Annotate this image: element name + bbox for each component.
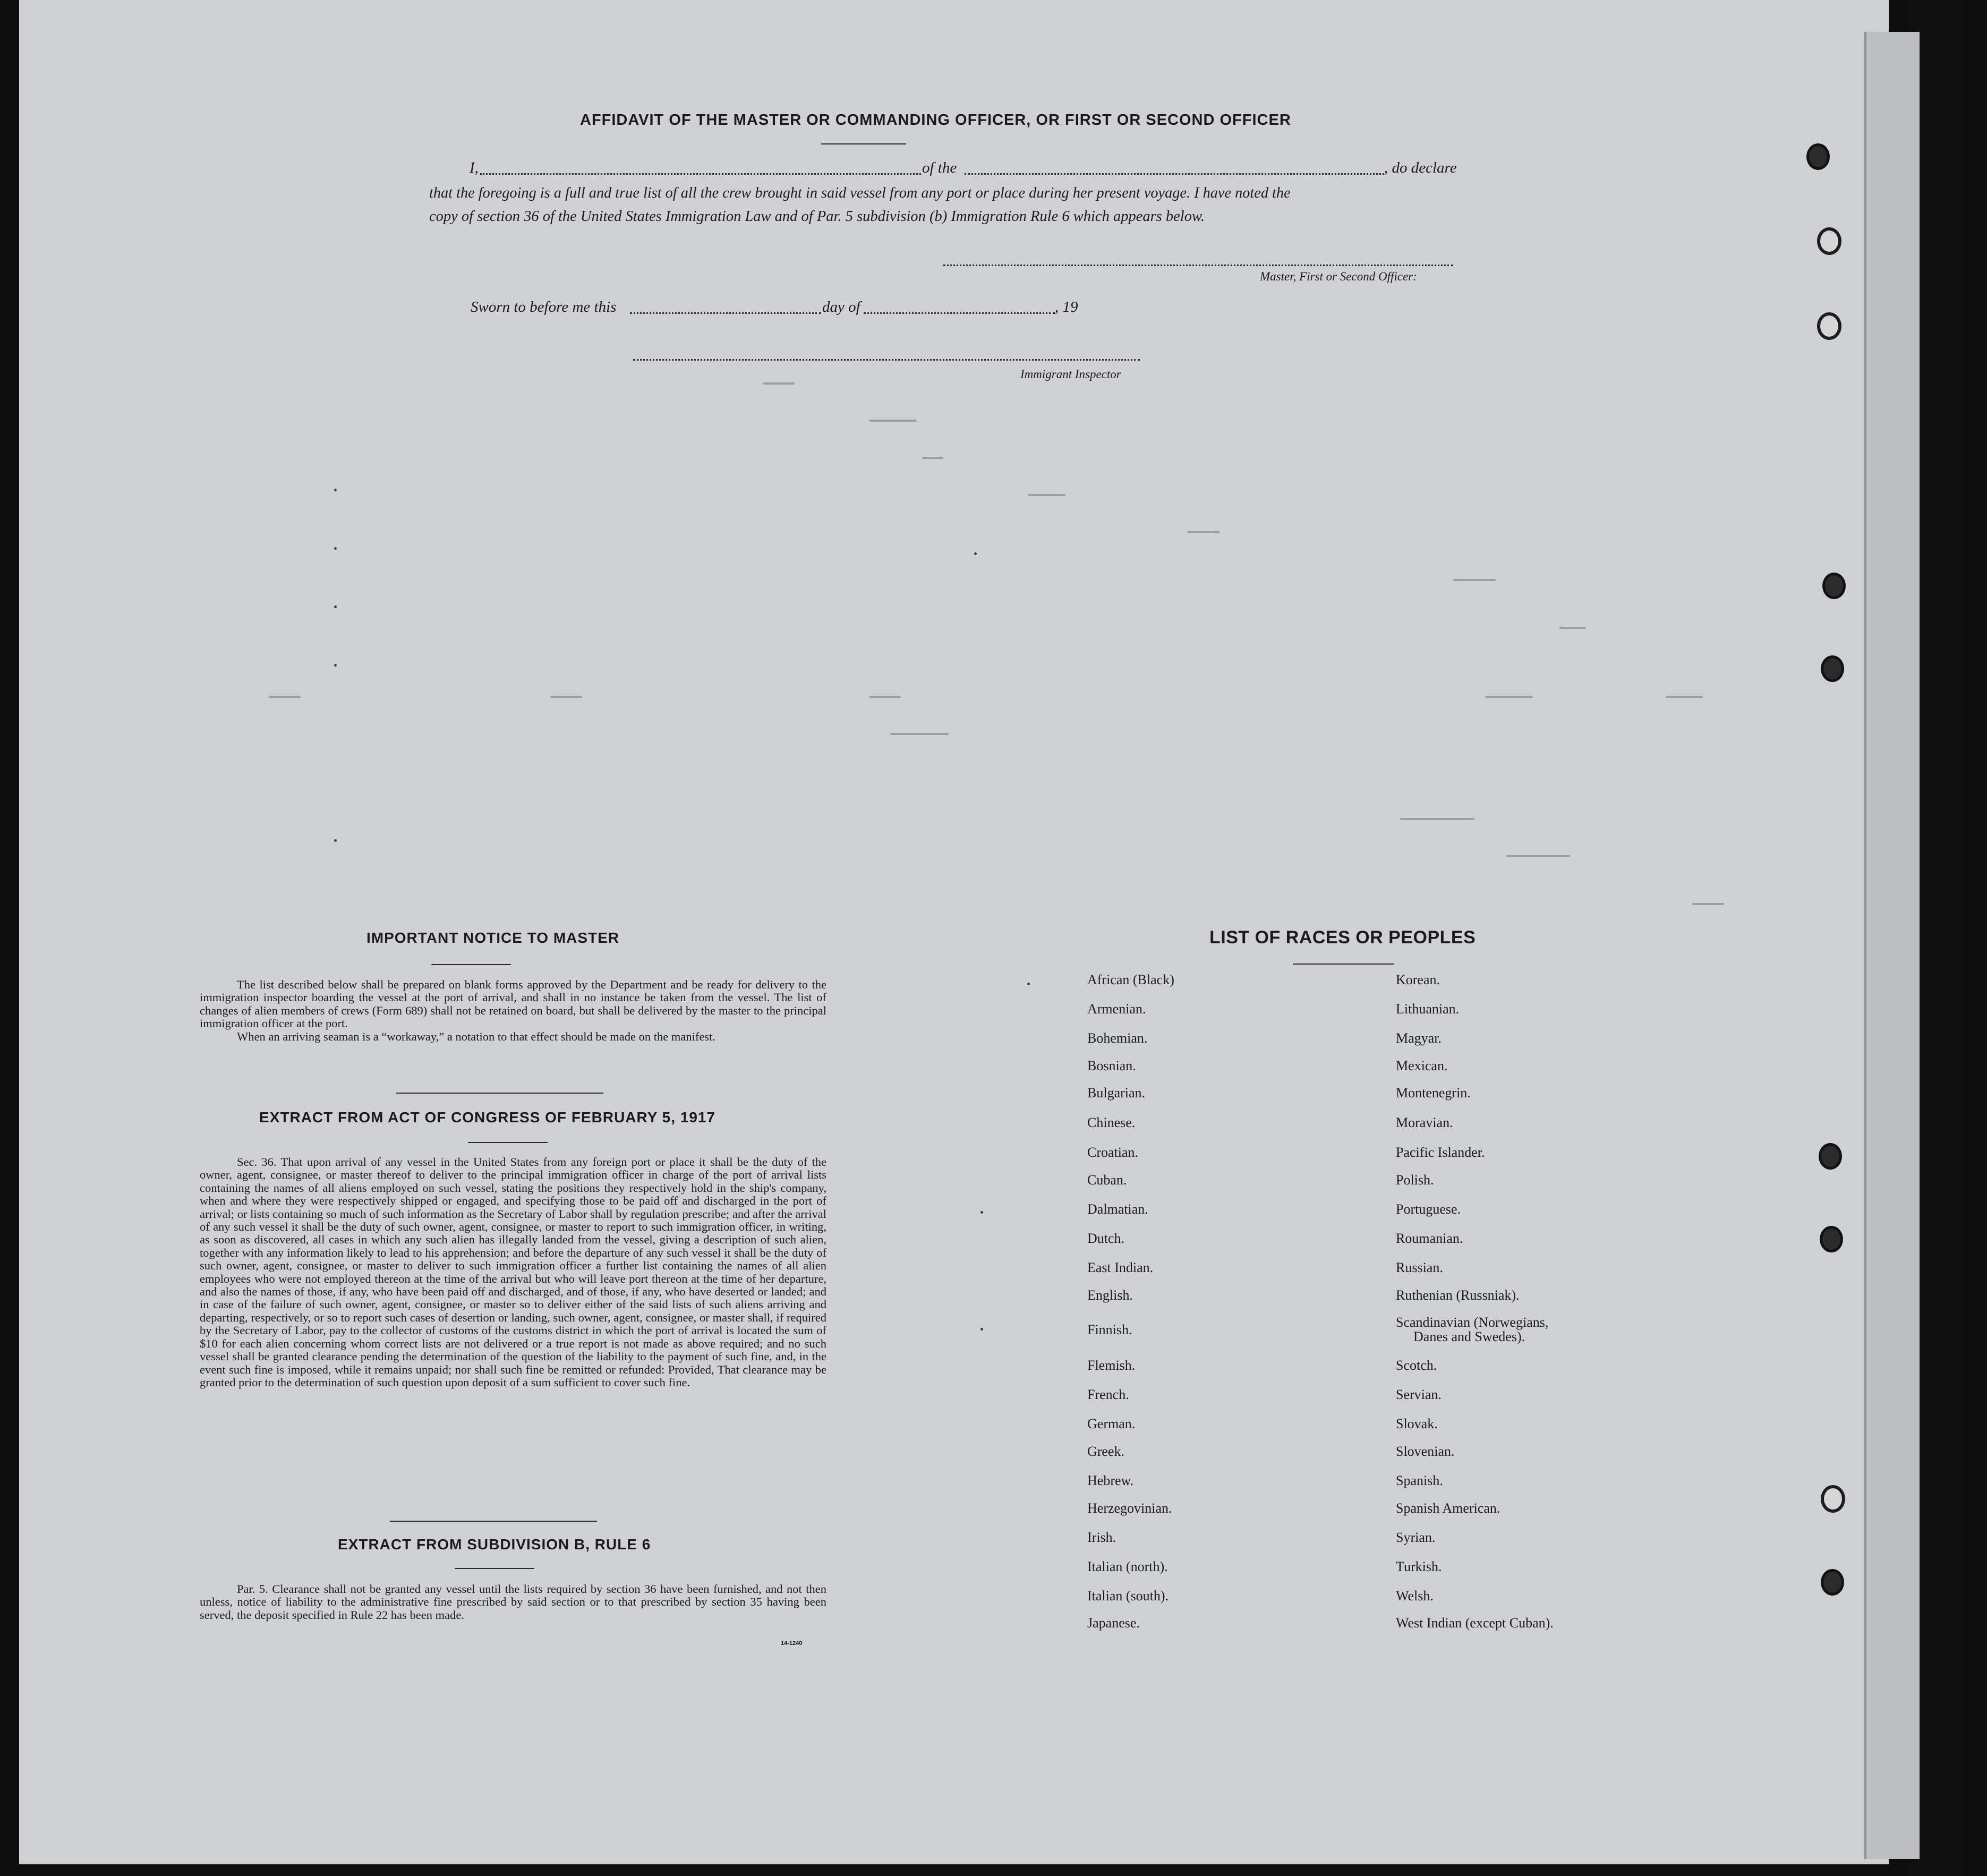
race-item: Montenegrin.	[1396, 1085, 1471, 1101]
rule-paragraph-5-text: Par. 5. Clearance shall not be granted any vessel until the lists required by section 36 have been furnished, and not then unless, notice of liability to the administrative fine prescribed by said section or to that prescribed by section 35 having been served, the deposit specified in Rule 22 has been made.	[200, 1582, 826, 1622]
race-item: Greek.	[1087, 1444, 1125, 1459]
punch-hole	[1820, 1226, 1843, 1252]
punch-hole	[1821, 1569, 1844, 1596]
notice-title-rule	[431, 964, 511, 965]
bleed-dot	[1027, 983, 1030, 985]
master-signature-label: Master, First or Second Officer:	[1260, 270, 1417, 283]
race-item: Slovak.	[1396, 1416, 1438, 1431]
bleed-mark	[269, 696, 301, 698]
races-title: LIST OF RACES OR PEOPLES	[1209, 927, 1476, 948]
bleed-mark	[1028, 494, 1065, 496]
act-separator	[390, 1521, 597, 1522]
race-item: Lithuanian.	[1396, 1001, 1460, 1017]
race-item: Danes and Swedes).	[1413, 1329, 1525, 1344]
bleed-mark	[1485, 696, 1533, 698]
bleed-mark	[1188, 531, 1220, 533]
notice-separator	[396, 1093, 603, 1094]
inspector-signature-line	[633, 359, 1140, 361]
bleed-mark	[1692, 903, 1724, 905]
race-item: Pacific Islander.	[1396, 1145, 1485, 1160]
race-item: Moravian.	[1396, 1115, 1453, 1130]
punch-hole	[1822, 573, 1846, 599]
race-item: Russian.	[1396, 1260, 1443, 1275]
race-item: Servian.	[1396, 1387, 1442, 1402]
bleed-mark	[550, 696, 582, 698]
race-item: Cuban.	[1087, 1172, 1127, 1188]
rule-extract-text	[200, 1583, 826, 1622]
underlying-page-edge	[1864, 32, 1920, 1859]
race-item: Portuguese.	[1396, 1201, 1461, 1217]
race-item: Italian (north).	[1087, 1559, 1168, 1574]
bleed-dot	[334, 489, 337, 491]
race-item: Irish.	[1087, 1530, 1116, 1545]
race-item: Hebrew.	[1087, 1473, 1134, 1488]
race-item: Turkish.	[1396, 1559, 1442, 1574]
bleed-mark	[890, 733, 949, 735]
punch-hole	[1819, 1143, 1842, 1170]
race-item: Spanish American.	[1396, 1500, 1500, 1516]
race-item: Ruthenian (Russniak).	[1396, 1287, 1520, 1303]
race-item: German.	[1087, 1416, 1136, 1431]
bleed-mark	[763, 382, 795, 385]
punch-hole	[1817, 312, 1841, 340]
document-page	[19, 0, 1889, 1864]
affidavit-line-3: copy of section 36 of the United States Immigration Law and of Par. 5 subdivision (b) Immigration Rule 6 which appears below.	[429, 208, 1205, 225]
bleed-mark	[869, 696, 901, 698]
race-item: Welsh.	[1396, 1588, 1434, 1604]
sworn-day-field	[630, 312, 821, 314]
race-item: English.	[1087, 1287, 1133, 1303]
sworn-year-label: , 19	[1055, 299, 1078, 315]
act-title-rule	[468, 1142, 548, 1143]
bleed-mark	[1666, 696, 1703, 698]
races-title-rule	[1293, 963, 1394, 965]
race-item: Japanese.	[1087, 1615, 1140, 1631]
bleed-dot	[974, 552, 977, 555]
race-item: Scandinavian (Norwegians,	[1396, 1315, 1549, 1330]
sworn-label: Sworn to before me this	[471, 299, 617, 315]
bleed-mark	[922, 457, 943, 459]
race-item: Herzegovinian.	[1087, 1500, 1172, 1516]
race-item: Armenian.	[1087, 1001, 1146, 1017]
bleed-mark	[869, 420, 917, 422]
race-item: Chinese.	[1087, 1115, 1136, 1130]
race-item: Flemish.	[1087, 1358, 1136, 1373]
notice-paragraph-2: When an arriving seaman is a “workaway,” a notation to that effect should be made on the manifest.	[237, 1029, 715, 1043]
master-signature-line	[943, 265, 1453, 266]
race-item: Scotch.	[1396, 1358, 1437, 1373]
race-item: Croatian.	[1087, 1145, 1139, 1160]
bleed-mark	[1453, 579, 1496, 581]
race-item: Finnish.	[1087, 1322, 1132, 1337]
punch-hole	[1821, 655, 1844, 682]
affidavit-title: AFFIDAVIT OF THE MASTER OR COMMANDING OFFICER, OR FIRST OR SECOND OFFICER	[580, 112, 1291, 129]
rule-extract-title: EXTRACT FROM SUBDIVISION B, RULE 6	[338, 1536, 651, 1553]
act-section-36-text: Sec. 36. That upon arrival of any vessel in the United States from any foreign port or place it shall be the duty of the owner, agent, consignee, or master thereof to deliver to the principal immigration officer in charge of the port of arrival lists containing the names of all aliens employed on such vessel, stating the positions they respectively hold in the ship's company, when and where they were respectively shipped or engaged, and specifying those to be paid off and discharged in the port of arrival; or lists containing so much of such information as the Secretary of Labor shall by regulation prescribe; and after the arrival of any such vessel it shall be the duty of such owner, agent, consignee, or master to report to such immigration officer, in writing, as soon as discovered, all cases in which any such alien has illegally landed from the vessel, giving a description of such alien, together with any information likely to lead to his apprehension; and before the departure of any such vessel it shall be the duty of such owner, agent, consignee, or master to deliver to such immigration officer a further list containing the names of all alien employees who were not employed thereon at the time of the arrival but who will leave port thereon at the time of her departure, and also the names of those, if any, who have been paid off and discharged, and of those, if any, who have deserted or landed; and in case of the failure of such owner, agent, consignee, or master so to deliver either of the said lists of such aliens arriving and departing, respectively, or so to report such cases of desertion or landing, such owner, agent, consignee, or master shall, if required by the Secretary of Labor, pay to the collector of customs of the customs district in which the port of arrival is located the sum of $10 for each alien concerning whom correct lists are not delivered or a true report is not made as above required; and no such vessel shall be granted clearance pending the determination of the question of the liability to the payment of such fine, and, in the event such fine is imposed, while it remains unpaid; nor shall such fine be remitted or refunded: Provided, That clearance may be granted prior to the determination of such question upon deposit of a sum sufficient to cover such fine.	[200, 1155, 826, 1389]
affidavit-name-field	[480, 173, 921, 175]
bleed-dot	[334, 839, 337, 842]
race-item: East Indian.	[1087, 1260, 1154, 1275]
form-number: 14-1240	[781, 1640, 803, 1647]
affidavit-of-the-label: of the	[922, 159, 957, 176]
bleed-dot	[334, 606, 337, 608]
affidavit-i-label: I,	[470, 159, 479, 176]
race-item: African (Black)	[1087, 972, 1174, 987]
race-item: Spanish.	[1396, 1473, 1443, 1488]
punch-hole	[1806, 143, 1830, 170]
bleed-dot	[980, 1328, 983, 1331]
act-extract-text	[200, 1156, 826, 1389]
bleed-dot	[980, 1211, 983, 1214]
race-item: Dalmatian.	[1087, 1201, 1148, 1217]
race-item: Bohemian.	[1087, 1030, 1148, 1046]
rule-title-rule	[455, 1568, 534, 1569]
notice-paragraph-1: The list described below shall be prepared on blank forms approved by the Department and be ready for delivery to the immigration inspector boarding the vessel at the port of arrival, and shall in no instance be taken from the vessel. The list of changes of alien members of crews (Form 689) shall not be retained on board, but shall be delivered by the master to the principal immigration officer at the port.	[200, 978, 826, 1030]
punch-hole	[1817, 227, 1841, 255]
sworn-day-of-label: day of	[822, 299, 860, 315]
race-item: Syrian.	[1396, 1530, 1436, 1545]
sworn-month-field	[864, 312, 1055, 314]
race-item: Italian (south).	[1087, 1588, 1169, 1604]
bleed-dot	[334, 664, 337, 667]
race-item: Roumanian.	[1396, 1231, 1463, 1246]
race-item: French.	[1087, 1387, 1129, 1402]
race-item: Magyar.	[1396, 1030, 1442, 1046]
notice-text	[200, 978, 826, 1043]
race-item: Korean.	[1396, 972, 1440, 987]
bleed-mark	[1506, 855, 1570, 857]
race-item: Slovenian.	[1396, 1444, 1455, 1459]
inspector-label: Immigrant Inspector	[1020, 368, 1121, 381]
race-item: Bulgarian.	[1087, 1085, 1146, 1101]
affidavit-title-rule	[821, 143, 906, 144]
race-item: Polish.	[1396, 1172, 1434, 1188]
bleed-dot	[334, 547, 337, 550]
race-item: Mexican.	[1396, 1058, 1448, 1073]
race-item: Dutch.	[1087, 1231, 1125, 1246]
act-extract-title: EXTRACT FROM ACT OF CONGRESS OF FEBRUARY 5, 1917	[259, 1109, 716, 1125]
punch-hole	[1821, 1485, 1845, 1513]
affidavit-vessel-field	[965, 173, 1384, 175]
affidavit-line-2: that the foregoing is a full and true list of all the crew brought in said vessel from any port or place during her present voyage. I have noted the	[429, 185, 1291, 201]
race-item: West Indian (except Cuban).	[1396, 1615, 1554, 1631]
notice-title: IMPORTANT NOTICE TO MASTER	[366, 930, 620, 946]
race-item: Bosnian.	[1087, 1058, 1136, 1073]
bleed-mark	[1559, 627, 1586, 629]
bleed-mark	[1400, 818, 1474, 820]
affidavit-declare-label: , do declare	[1384, 159, 1457, 176]
